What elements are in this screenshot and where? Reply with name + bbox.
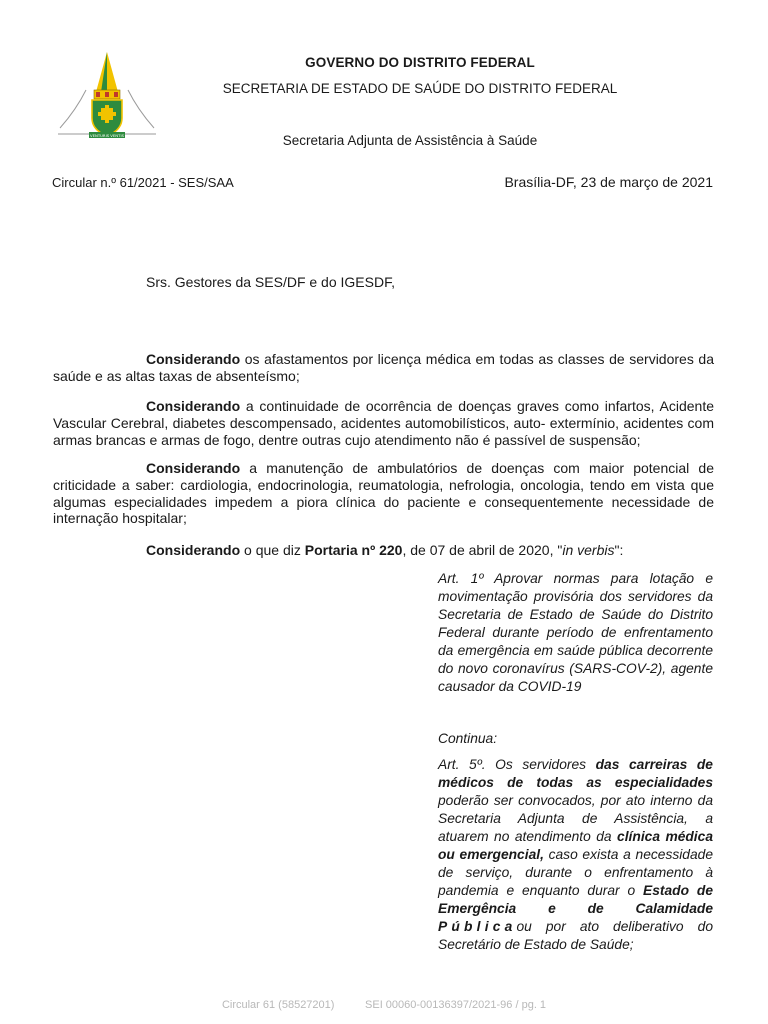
paragraph-4 [53, 542, 714, 559]
quote-article-5-text-e: caso exista a necessidade de serviço, durante o enfrentamento à pandemia e enquanto durar o [438, 847, 713, 898]
quote-article-5-bold-b: das carreiras de médicos de todas as especialidades [438, 757, 713, 790]
paragraph-4-lead: Considerando [146, 542, 241, 558]
paragraph-1-text: os afastamentos por licença médica em todas as classes de servidores da saúde e as altas taxas de absenteísmo; [53, 351, 714, 384]
quote-article-5-text-h: ou por ato deliberativo do Secretário de Estado de Saúde; [438, 919, 713, 952]
page-footer [0, 999, 768, 1011]
logo-motto: VENTURIS VENTIS [90, 133, 124, 138]
quote-article-5-bold-f: Estado de Emergência e de Calamidade [438, 883, 713, 916]
quote-article-5-text-c: poderão ser convocados, por ato interno da Secretaria Adjunta de Assistência, a atuarem no atendimento da [438, 793, 713, 844]
ordinance-reference: Portaria nº 220 [304, 542, 403, 558]
footer-sei-ref: SEI 00060-00136397/2021-96 / pg. 1 [365, 999, 547, 1011]
document-date: Brasília-DF, 23 de março de 2021 [504, 174, 713, 190]
footer-doc-ref: Circular 61 (58527201) [221, 999, 335, 1011]
organization-title: GOVERNO DO DISTRITO FEDERAL [305, 55, 535, 70]
circular-number: Circular n.º 61/2021 - SES/SAA [52, 175, 234, 190]
quote-article-5-text-a: Art. 5º. Os servidores [438, 757, 596, 772]
organization-subtitle: SECRETARIA DE ESTADO DE SAÚDE DO DISTRITO FEDERAL [222, 81, 618, 96]
paragraph-4-text-c: ": [614, 542, 624, 558]
paragraph-3 [53, 460, 714, 527]
quote-article-1: Art. 1º Aprovar normas para lotação e movimentação provisória dos servidores da Secretaria de Estado de Saúde do Distrito Federal durante período de enfrentamento da emergência em saúde pública decorrente do novo coronavírus (SARS-COV-2), agente causador da COVID-19 [438, 571, 713, 694]
paragraph-3-lead: Considerando [146, 460, 241, 476]
paragraph-1-lead: Considerando [146, 351, 241, 367]
paragraph-4-text-a: o que diz [240, 542, 305, 558]
quote-article-5-bold-d: clínica médica ou emergencial, [438, 829, 713, 862]
quote-article-5 [438, 756, 713, 954]
salutation: Srs. Gestores da SES/DF e do IGESDF, [146, 274, 395, 290]
paragraph-1 [53, 351, 714, 385]
quote-continua: Continua: [438, 731, 498, 746]
quote-article-5-bold-g: Pública [438, 919, 517, 934]
paragraph-2-text: a continuidade de ocorrência de doenças graves como infartos, Acidente Vascular Cerebral, diabetes descompensado, acidentes automobilísticos, auto- extermínio, acidentes com armas brancas e armas de fogo, dentre outras cujo atendimento não é passível de suspensão; [53, 398, 714, 448]
paragraph-4-text-b: , de 07 de abril de 2020, " [402, 542, 563, 558]
paragraph-2 [53, 398, 714, 448]
organization-unit: Secretaria Adjunta de Assistência à Saúde [282, 133, 538, 148]
in-verbis: in verbis [562, 542, 615, 558]
paragraph-2-lead: Considerando [146, 398, 241, 414]
paragraph-3-text: a manutenção de ambulatórios de doenças com maior potencial de criticidade a saber: cardiologia, endocrinologia, reumatologia, nefrologia, oncologia, tendo em vista que algumas especialidades impedem a piora clínica do paciente e consequentemente necessidade de internação hospitalar; [53, 460, 714, 527]
